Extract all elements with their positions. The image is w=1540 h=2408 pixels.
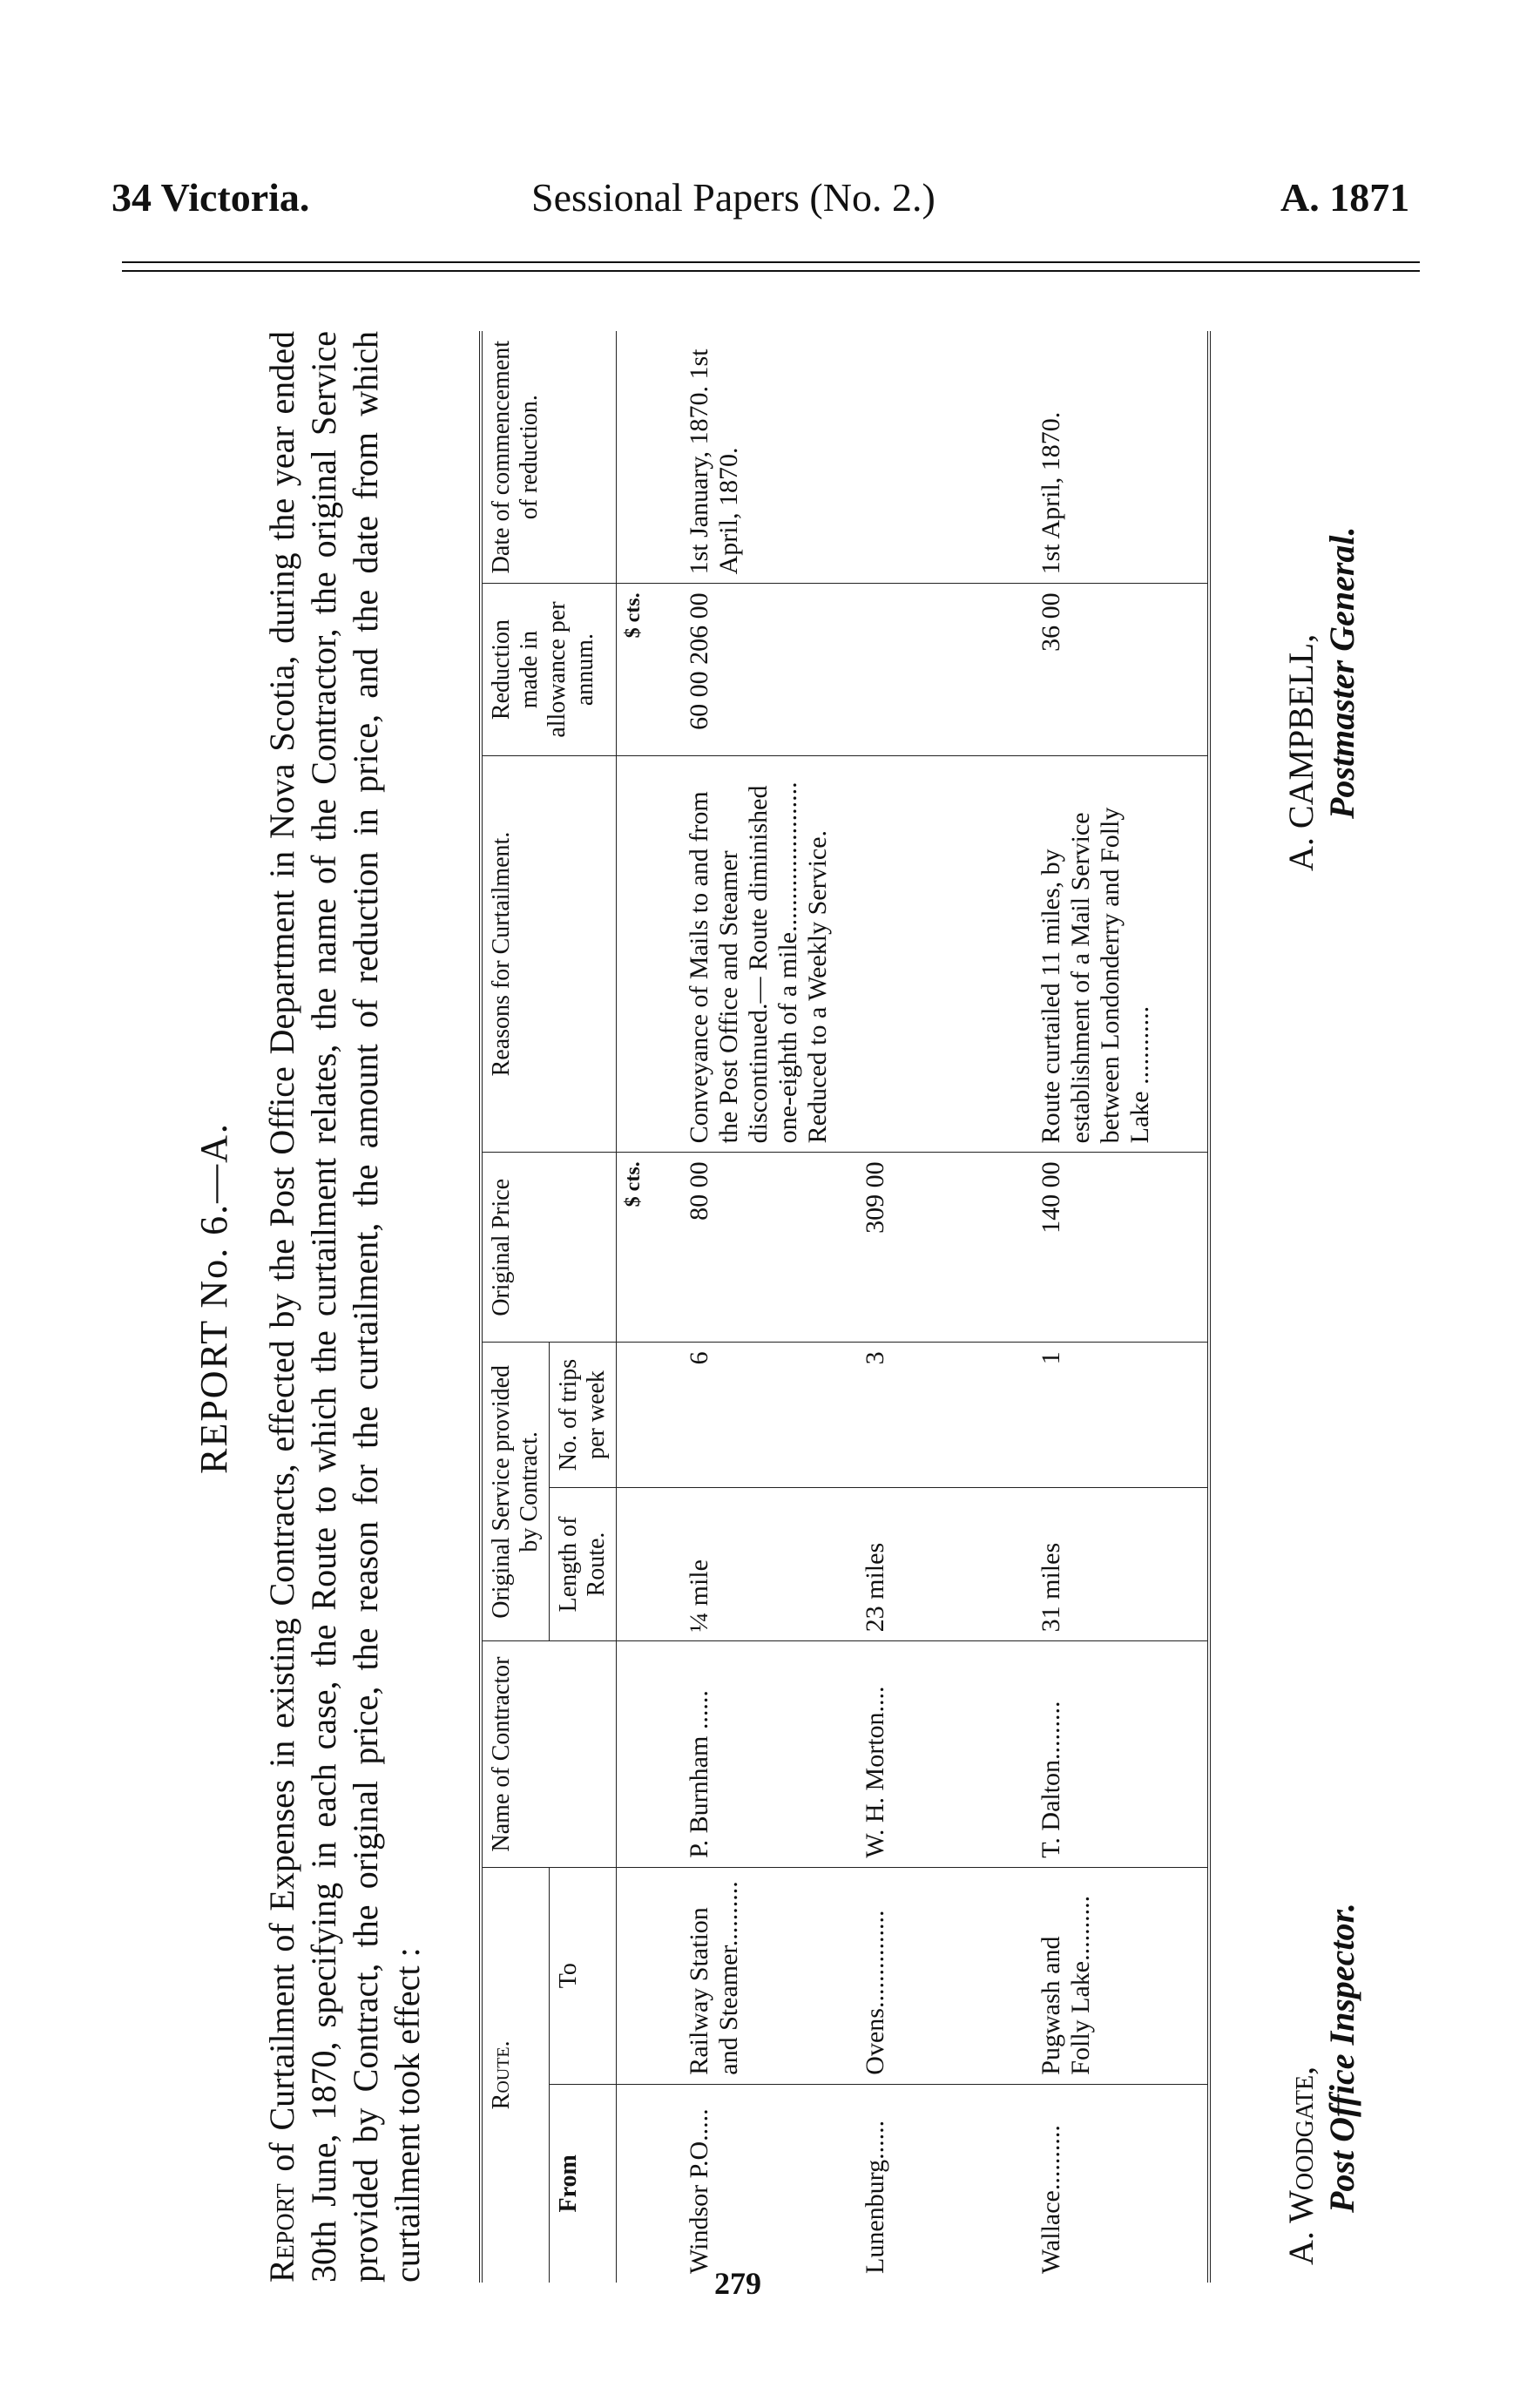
row-contractor: W. H. Morton.... — [855, 1641, 1031, 1867]
postmaster-role: Postmaster General. — [1322, 526, 1361, 819]
header-papers: Sessional Papers (No. 2.) — [531, 175, 935, 220]
reasons-header: Reasons for Curtailment. — [481, 755, 617, 1153]
signature-postmaster — [1280, 526, 1362, 871]
date-header: Date of commencement of reduction. — [481, 331, 617, 584]
row-contractor: P. Burnham ...... — [679, 1641, 855, 1867]
header-rule-double — [122, 270, 1420, 272]
postmaster-name: A. CAMPBELL, — [1281, 633, 1320, 871]
row-price: 309 00 — [855, 1153, 1031, 1343]
report-title: REPORT No. 6.—A. — [192, 1122, 235, 1474]
units-row — [617, 331, 680, 2283]
row-trips: 3 — [855, 1343, 1031, 1487]
intro-lead: Report — [262, 2183, 301, 2283]
row-contractor: T. Dalton......... — [1031, 1641, 1209, 1867]
table-row — [1031, 331, 1209, 2283]
row-length: 31 miles — [1031, 1487, 1209, 1641]
row-reasons: Conveyance of Mails to and from the Post Office and Steamer discontinued.— Route diminished one-eighth of a mile....................... Reduced to a Weekly Service. — [679, 755, 1031, 1153]
from-header: From — [550, 2084, 617, 2283]
row-from: Windsor P.O..... — [685, 2108, 713, 2274]
row-reduction: 36 00 — [1031, 584, 1209, 755]
row-reduction: 60 00 206 00 — [679, 584, 1031, 755]
length-header: Length of Route. — [550, 1487, 617, 1641]
reduction-header: Reduction made in allowance per annum. — [481, 584, 617, 755]
page-number: 279 — [714, 2266, 761, 2301]
report-intro — [261, 331, 429, 2283]
row-trips: 6 — [679, 1343, 855, 1487]
row-length: ¼ mile — [679, 1487, 855, 1641]
price-unit: $ cts. — [617, 1153, 680, 1343]
page-header — [0, 157, 1540, 244]
original-price-header: Original Price — [481, 1153, 617, 1343]
row-price: 80 00 — [679, 1153, 855, 1343]
row-to: Ovens............... — [855, 1867, 1031, 2084]
row-price: 140 00 — [1031, 1153, 1209, 1343]
row-date: 1st January, 1870. 1st April, 1870. — [679, 331, 1031, 584]
row-to: Railway Station and Steamer.......... — [679, 1867, 855, 2084]
table-row — [679, 331, 855, 2283]
row-length: 23 miles — [855, 1487, 1031, 1641]
reduction-unit: $ cts. — [617, 584, 680, 755]
to-header: To — [550, 1867, 617, 2084]
row-trips: 1 — [1031, 1343, 1209, 1487]
row-date: 1st April, 1870. — [1031, 331, 1209, 584]
header-rule — [122, 261, 1420, 263]
inspector-role: Post Office Inspector. — [1322, 1903, 1361, 2213]
row-from: Wallace.......... — [1031, 2084, 1209, 2283]
row-reasons: Route curtailed 11 miles, by establishment of a Mail Service between Londonderry and Folly Lake ............ — [1031, 755, 1209, 1153]
intro-text: of Curtailment of Expenses in existing Contracts, effected by the Post Office Department in Nova Scotia, during the year ended 30th June, 1870, specifying in each case, the Route to which the curtailment relates, the name of the Contractor, the original Service provided by Contract, the original price, the reason for the curtailment, the amount of reduction in price, and the date from which curtailment took effect : — [262, 331, 427, 2283]
header-year: A. 1871 — [1280, 175, 1410, 220]
original-service-header: Original Service provided by Contract. — [481, 1343, 550, 1641]
row-to: Pugwash and Folly Lake.......... — [1031, 1867, 1209, 2084]
rotated-report — [192, 279, 1429, 2317]
curtailment-table — [479, 331, 1211, 2283]
signature-inspector — [1280, 1903, 1362, 2265]
inspector-name: A. Woodgate, — [1281, 2066, 1320, 2265]
contractor-header: Name of Contractor — [481, 1641, 617, 1867]
trips-header: No. of trips per week — [550, 1343, 617, 1487]
row-from: Lunenburg...... — [861, 2120, 889, 2274]
header-session: 34 Victoria. — [111, 175, 310, 220]
route-header: Route. — [481, 1867, 550, 2283]
